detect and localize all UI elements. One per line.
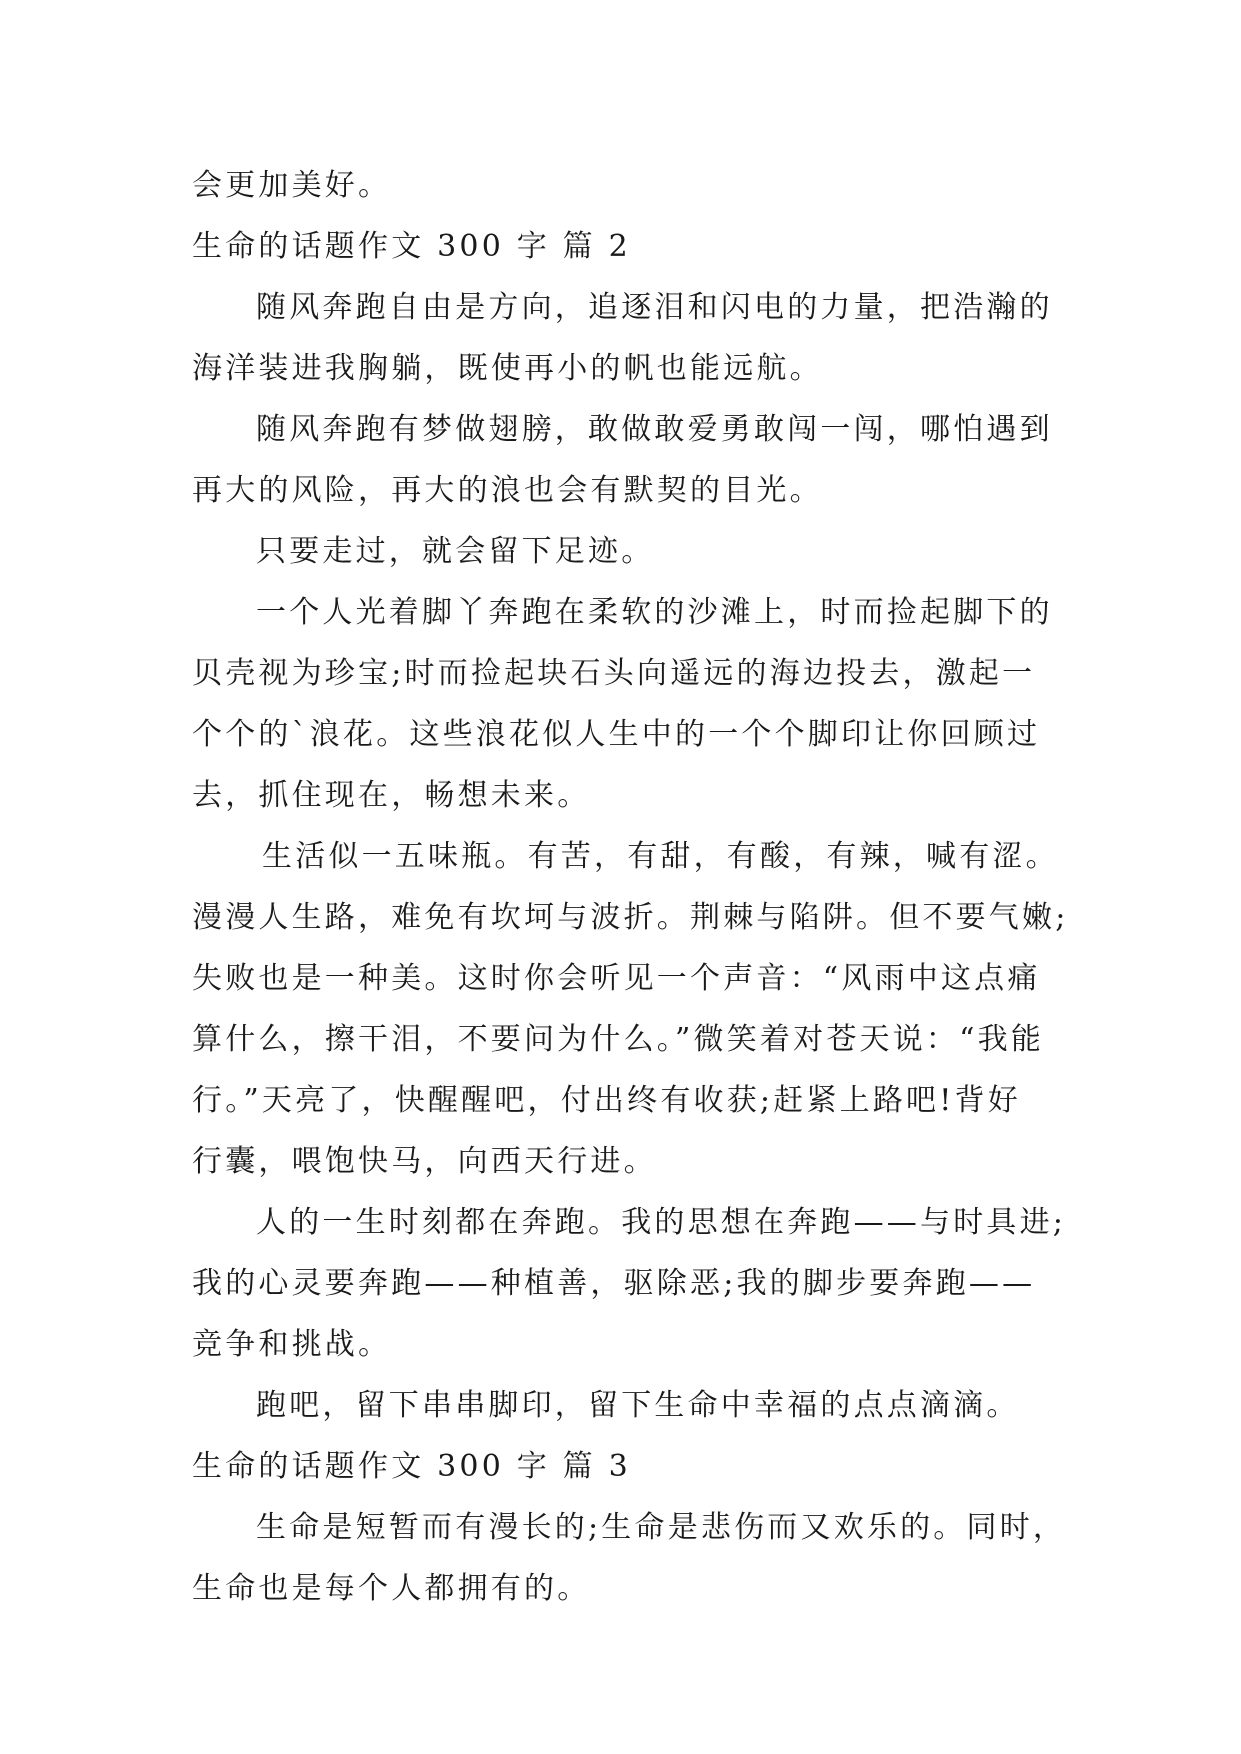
paragraph-line: 随风奔跑自由是方向，追逐泪和闪电的力量，把浩瀚的 — [256, 290, 1053, 325]
paragraph-line: 失败也是一种美。这时你会听见一个声音：“风雨中这点痛 — [192, 961, 1041, 996]
paragraph-line: 只要走过，就会留下足迹。 — [256, 534, 655, 569]
paragraph-line: 算什么，擦干泪，不要问为什么。”微笑着对苍天说：“我能 — [192, 1022, 1045, 1057]
paragraph-line: 生命也是每个人都拥有的。 — [192, 1571, 591, 1606]
paragraph-line: 人的一生时刻都在奔跑。我的思想在奔跑——与时具进; — [256, 1205, 1067, 1240]
paragraph-line: 一个人光着脚丫奔跑在柔软的沙滩上，时而捡起脚下的 — [256, 595, 1053, 630]
paragraph-line: 贝壳视为珍宝;时而捡起块石头向遥远的海边投去，激起一 — [192, 656, 1036, 691]
paragraph-line: 生活似一五味瓶。有苦，有甜，有酸，有辣，喊有涩。 — [262, 839, 1059, 874]
paragraph-line: 随风奔跑有梦做翅膀，敢做敢爱勇敢闯一闯，哪怕遇到 — [256, 412, 1053, 447]
paragraph-line: 生命是短暂而有漫长的;生命是悲伤而又欢乐的。同时， — [256, 1510, 1067, 1545]
paragraph-line: 再大的风险，再大的浪也会有默契的目光。 — [192, 473, 823, 508]
paragraph-line: 行囊，喂饱快马，向西天行进。 — [192, 1144, 657, 1179]
paragraph-line: 漫漫人生路，难免有坎坷与波折。荆棘与陷阱。但不要气嫩; — [192, 900, 1069, 935]
text-line: 会更加美好。 — [192, 168, 392, 203]
paragraph-line: 竞争和挑战。 — [192, 1327, 392, 1362]
document-body — [192, 155, 1069, 1619]
paragraph-line: 个个的`浪花。这些浪花似人生中的一个个脚印让你回顾过 — [192, 717, 1041, 752]
paragraph-line: 行。”天亮了，快醒醒吧，付出终有收获;赶紧上路吧!背好 — [192, 1083, 1021, 1118]
paragraph-line: 跑吧，留下串串脚印，留下生命中幸福的点点滴滴。 — [256, 1388, 1020, 1423]
paragraph-line: 我的心灵要奔跑——种植善，驱除恶;我的脚步要奔跑—— — [192, 1266, 1036, 1301]
section-heading: 生命的话题作文 300 字 篇 2 — [192, 229, 631, 264]
section-heading: 生命的话题作文 300 字 篇 3 — [192, 1449, 631, 1484]
paragraph-line: 去，抓住现在，畅想未来。 — [192, 778, 591, 813]
paragraph-line: 海洋装进我胸躺，既使再小的帆也能远航。 — [192, 351, 823, 386]
